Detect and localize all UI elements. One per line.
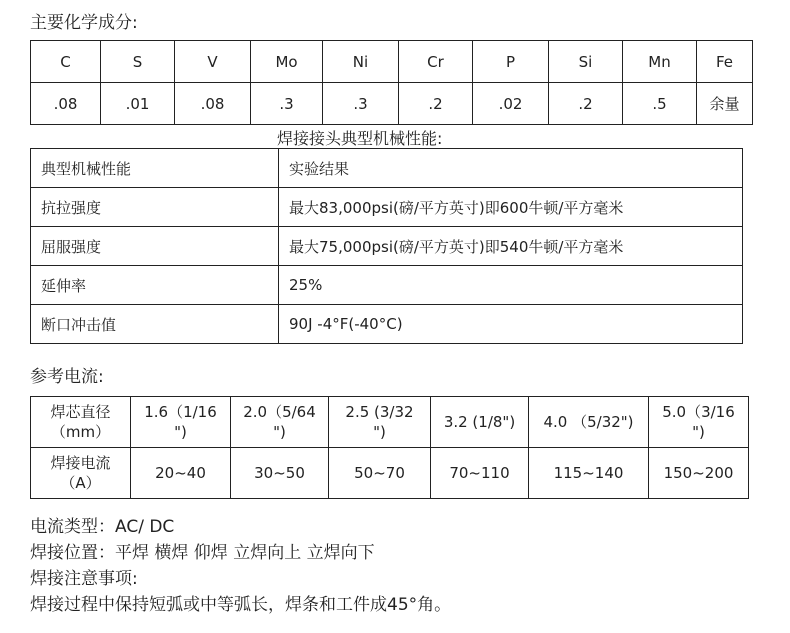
result-cell: 90J -4°F(-40°C): [279, 305, 743, 344]
element-row: [31, 41, 753, 83]
current-row: [31, 448, 749, 499]
current-table: [30, 396, 749, 499]
value-cell: .01: [101, 83, 175, 125]
welding-position: 焊接位置：平焊 横焊 仰焊 立焊向上 立焊向下: [30, 543, 375, 563]
table-row: [31, 188, 743, 227]
value-cell: .08: [31, 83, 101, 125]
table-row: [31, 227, 743, 266]
current-cell: 70~110: [431, 448, 529, 499]
diameter-cell: 2.0（5/64 "): [231, 397, 329, 448]
diameter-cell: 5.0（3/16 "): [649, 397, 749, 448]
current-type: 电流类型：AC/ DC: [30, 517, 175, 537]
diameter-cell: 2.5 (3/32 "): [329, 397, 431, 448]
diameter-cell: 3.2 (1/8"): [431, 397, 529, 448]
value-row: [31, 83, 753, 125]
property-cell: 屈服强度: [31, 227, 279, 266]
result-cell: 25%: [279, 266, 743, 305]
value-cell: .5: [623, 83, 697, 125]
table-row: [31, 305, 743, 344]
current-cell: 115~140: [529, 448, 649, 499]
precautions-title: 焊接注意事项:: [30, 569, 138, 589]
table-row: [31, 266, 743, 305]
property-cell: 抗拉强度: [31, 188, 279, 227]
element-cell: Si: [549, 41, 623, 83]
current-cell: 50~70: [329, 448, 431, 499]
diameter-label: 焊芯直径 （mm）: [31, 397, 131, 448]
current-cell: 20~40: [131, 448, 231, 499]
table-row: [31, 149, 743, 188]
value-cell: .2: [399, 83, 473, 125]
result-header: 实验结果: [279, 149, 743, 188]
property-cell: 断口冲击值: [31, 305, 279, 344]
element-cell: S: [101, 41, 175, 83]
value-cell: .3: [323, 83, 399, 125]
value-cell: .2: [549, 83, 623, 125]
element-cell: V: [175, 41, 251, 83]
diameter-row: [31, 397, 749, 448]
diameter-cell: 4.0 （5/32"): [529, 397, 649, 448]
value-cell: 余量: [697, 83, 753, 125]
mechanical-title: 焊接接头典型机械性能:: [277, 129, 443, 148]
element-cell: Ni: [323, 41, 399, 83]
value-cell: .3: [251, 83, 323, 125]
diameter-cell: 1.6（1/16 "): [131, 397, 231, 448]
composition-table: [30, 40, 753, 125]
current-label: 焊接电流 （A）: [31, 448, 131, 499]
element-cell: Mn: [623, 41, 697, 83]
property-cell: 延伸率: [31, 266, 279, 305]
mechanical-table: [30, 148, 743, 344]
welding-notes: [30, 514, 451, 618]
element-cell: Fe: [697, 41, 753, 83]
element-cell: Mo: [251, 41, 323, 83]
element-cell: P: [473, 41, 549, 83]
value-cell: .02: [473, 83, 549, 125]
element-cell: C: [31, 41, 101, 83]
value-cell: .08: [175, 83, 251, 125]
current-title: 参考电流:: [30, 367, 104, 387]
composition-title: 主要化学成分:: [30, 13, 138, 33]
property-header: 典型机械性能: [31, 149, 279, 188]
result-cell: 最大75,000psi(磅/平方英寸)即540牛顿/平方毫米: [279, 227, 743, 266]
precautions-text: 焊接过程中保持短弧或中等弧长，焊条和工件成45°角。: [30, 595, 452, 615]
result-cell: 最大83,000psi(磅/平方英寸)即600牛顿/平方毫米: [279, 188, 743, 227]
current-cell: 30~50: [231, 448, 329, 499]
element-cell: Cr: [399, 41, 473, 83]
current-cell: 150~200: [649, 448, 749, 499]
